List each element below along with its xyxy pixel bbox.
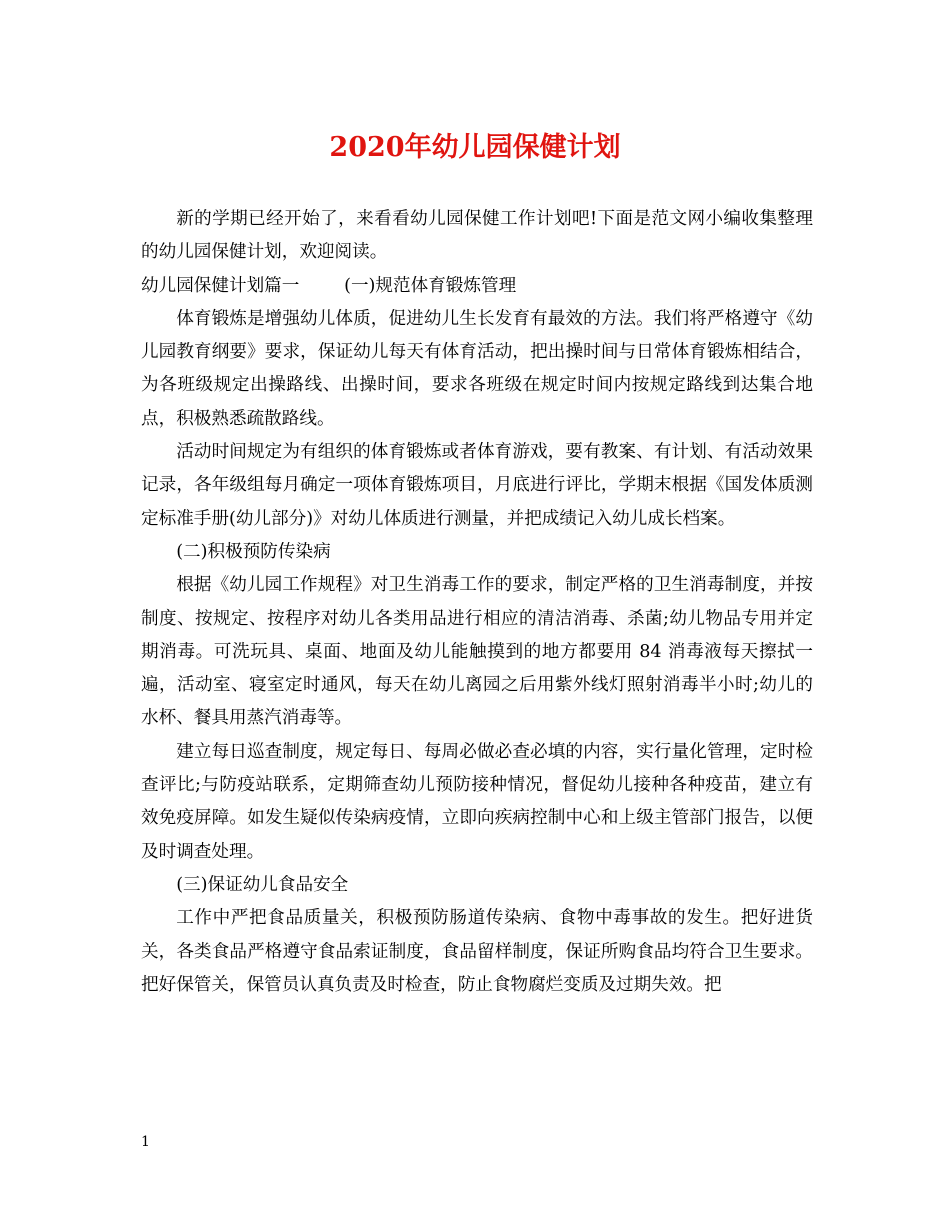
section-heading-3: (三)保证幼儿食品安全	[176, 874, 349, 895]
paragraph-intro: 新的学期已经开始了，来看看幼儿园保健工作计划吧!下面是范文网小编收集整理的幼儿园保健计划，欢迎阅读。	[141, 209, 813, 263]
paragraph-activity-time: 活动时间规定为有组织的体育锻炼或者体育游戏，要有教案、有计划、有活动效果记录，各年级组每月确定一项体育锻炼项目，月底进行评比，学期末根据《国发体质测定标准手册(幼儿部分)》对幼儿体质进行测量，并把成绩记入幼儿成长档案。	[141, 442, 813, 529]
document-body	[141, 203, 813, 1002]
section-heading-2: (二)积极预防传染病	[176, 541, 331, 562]
section-heading-1: 幼儿园保健计划篇一 (一)规范体育锻炼管理	[141, 275, 517, 296]
paragraph-exercise: 体育锻炼是增强幼儿体质，促进幼儿生长发育有最效的方法。我们将严格遵守《幼儿园教育纲要》要求，保证幼儿每天有体育活动，把出操时间与日常体育锻炼相结合，为各班级规定出操路线、出操时间，要求各班级在规定时间内按规定路线到达集合地点，积极熟悉疏散路线。	[141, 308, 813, 429]
document-title: 2020年幼儿园保健计划	[329, 132, 621, 163]
paragraph-food-safety: 工作中严把食品质量关，积极预防肠道传染病、食物中毒事故的发生。把好进货关，各类食品严格遵守食品索证制度，食品留样制度，保证所购食品均符合卫生要求。把好保管关，保管员认真负责及时检查，防止食物腐烂变质及过期失效。把	[141, 908, 813, 995]
page-number: 1	[141, 1134, 150, 1150]
paragraph-inspection: 建立每日巡查制度，规定每日、每周必做必查必填的内容，实行量化管理，定时检查评比;与防疫站联系，定期筛查幼儿预防接种情况，督促幼儿接种各种疫苗，建立有效免疫屏障。如发生疑似传染病疫情，立即向疾病控制中心和上级主管部门报告，以便及时调查处理。	[141, 741, 813, 862]
paragraph-disinfection: 根据《幼儿园工作规程》对卫生消毒工作的要求，制定严格的卫生消毒制度，并按制度、按规定、按程序对幼儿各类用品进行相应的清洁消毒、杀菌;幼儿物品专用并定期消毒。可洗玩具、桌面、地面及幼儿能触摸到的地方都要用 84 消毒液每天擦拭一遍，活动室、寝室定时通风，每天在幼儿离园之后用紫外线灯照射消毒半小时;幼儿的水杯、餐具用蒸汽消毒等。	[141, 575, 813, 729]
